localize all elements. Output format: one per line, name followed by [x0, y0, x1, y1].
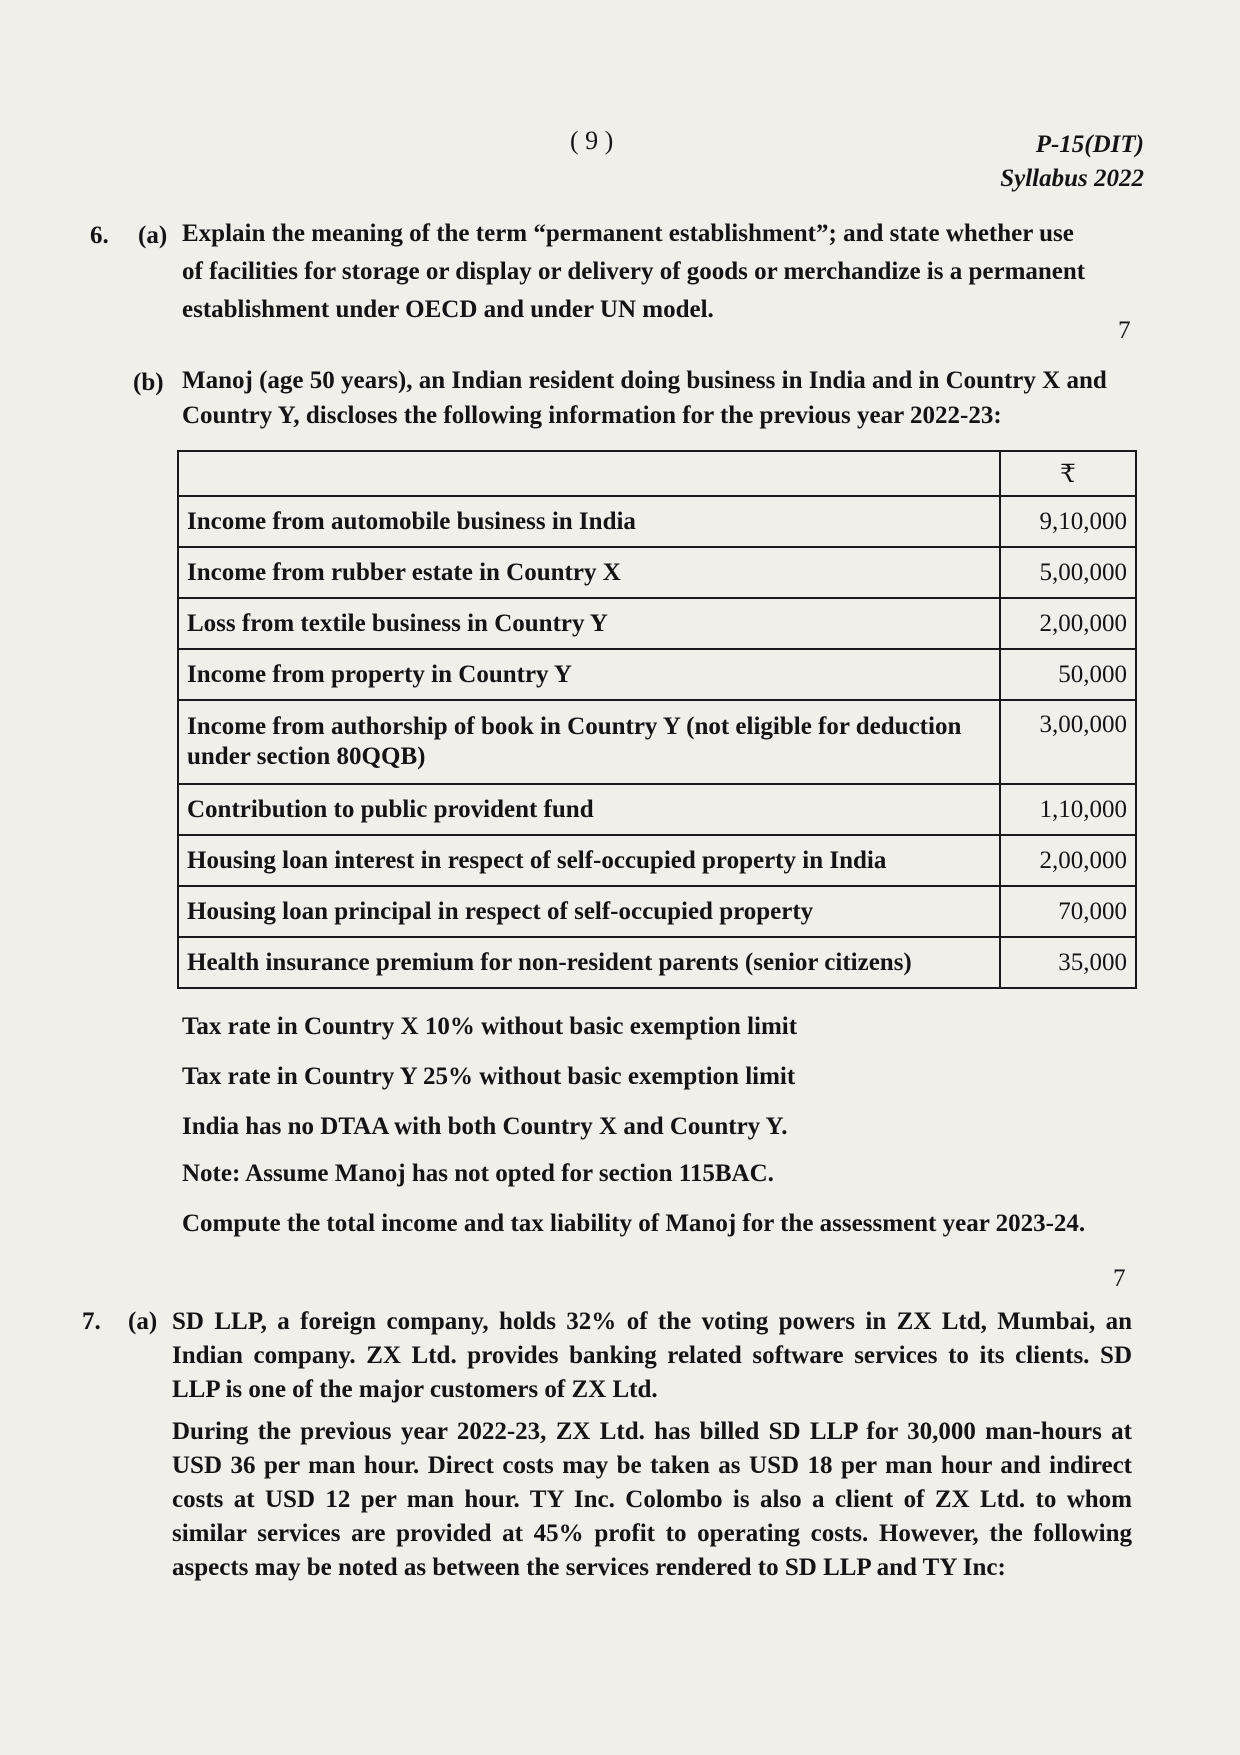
row-amount: 5,00,000 — [1000, 547, 1136, 598]
question-6a-text — [182, 215, 1142, 329]
row-amount: 2,00,000 — [1000, 598, 1136, 649]
syllabus-label: Syllabus 2022 — [1000, 165, 1144, 192]
note-tax-rate-y: Tax rate in Country Y 25% without basic exemption limit — [182, 1063, 796, 1090]
question-6a-marks: 7 — [1118, 317, 1131, 344]
note-dtaa: India has no DTAA with both Country X and Country Y. — [182, 1113, 788, 1140]
note-tax-rate-x: Tax rate in Country X 10% without basic exemption limit — [182, 1013, 798, 1040]
row-amount: 9,10,000 — [1000, 496, 1136, 547]
question-6b-line: Manoj (age 50 years), an Indian resident doing business in India and in Country X and — [182, 367, 1107, 394]
row-description: Housing loan principal in respect of self-occupied property — [178, 886, 1000, 937]
question-7-number: 7. — [82, 1308, 101, 1335]
row-description: Income from automobile business in India — [178, 496, 1000, 547]
row-description: Income from authorship of book in Country Y (not eligible for deduction under section 80QQB) — [178, 700, 1000, 784]
note-115bac: Note: Assume Manoj has not opted for section 115BAC. — [182, 1160, 774, 1187]
row-amount: 35,000 — [1000, 937, 1136, 988]
paper-code-block — [1000, 128, 1144, 196]
table-row — [178, 649, 1136, 700]
row-amount: 2,00,000 — [1000, 835, 1136, 886]
row-description: Loss from textile business in Country Y — [178, 598, 1000, 649]
table-row — [178, 700, 1136, 784]
table-row — [178, 886, 1136, 937]
table-header-row — [178, 451, 1136, 496]
question-6b-line: Country Y, discloses the following information for the previous year 2022-23: — [182, 402, 1002, 429]
row-description: Health insurance premium for non-resident parents (senior citizens) — [178, 937, 1000, 988]
table-row — [178, 547, 1136, 598]
question-7a-paragraph-2: During the previous year 2022-23, ZX Ltd. has billed SD LLP for 30,000 man-hours at USD 36 per man hour. Direct costs may be taken as USD 18 per man hour and indirect costs at USD 12 per man hour. TY Inc. Colombo is also a client of ZX Ltd. to whom similar services are provided at 45% profit to operating costs. However, the following aspects may be noted as between the services rendered to SD LLP and TY Inc: — [172, 1418, 1132, 1581]
compute-instruction: Compute the total income and tax liability of Manoj for the assessment year 2023-24. — [182, 1210, 1086, 1237]
question-7a-label: (a) — [128, 1308, 158, 1335]
question-6a-line: of facilities for storage or display or delivery of goods or merchandize is a permanent — [182, 258, 1086, 285]
table-row — [178, 835, 1136, 886]
row-description: Income from rubber estate in Country X — [178, 547, 1000, 598]
income-table — [177, 450, 1137, 989]
question-6b-text — [182, 363, 1142, 433]
question-6b-marks: 7 — [1113, 1265, 1126, 1292]
page-number: ( 9 ) — [570, 126, 614, 155]
row-amount: 3,00,000 — [1000, 700, 1136, 784]
table-row — [178, 496, 1136, 547]
row-amount: 70,000 — [1000, 886, 1136, 937]
paper-code: P-15(DIT) — [1035, 131, 1144, 158]
table-row — [178, 784, 1136, 835]
table-header-blank — [178, 451, 1000, 496]
question-6a-line: Explain the meaning of the term “permanent establishment”; and state whether use — [182, 220, 1074, 247]
table-row — [178, 598, 1136, 649]
question-6-number: 6. — [90, 222, 109, 249]
row-description: Housing loan interest in respect of self-occupied property in India — [178, 835, 1000, 886]
question-6b-label: (b) — [133, 369, 164, 396]
question-6a-line: establishment under OECD and under UN model. — [182, 296, 714, 323]
table-row — [178, 937, 1136, 988]
currency-header: ₹ — [1000, 451, 1136, 496]
row-description: Income from property in Country Y — [178, 649, 1000, 700]
row-description: Contribution to public provident fund — [178, 784, 1000, 835]
row-amount: 50,000 — [1000, 649, 1136, 700]
row-amount: 1,10,000 — [1000, 784, 1136, 835]
question-7a-paragraph-1: SD LLP, a foreign company, holds 32% of the voting powers in ZX Ltd, Mumbai, an Indian company. ZX Ltd. provides banking related software services to its clients. SD LLP is one of the major customers of ZX Ltd. — [172, 1308, 1132, 1403]
question-6a-label: (a) — [138, 222, 168, 249]
